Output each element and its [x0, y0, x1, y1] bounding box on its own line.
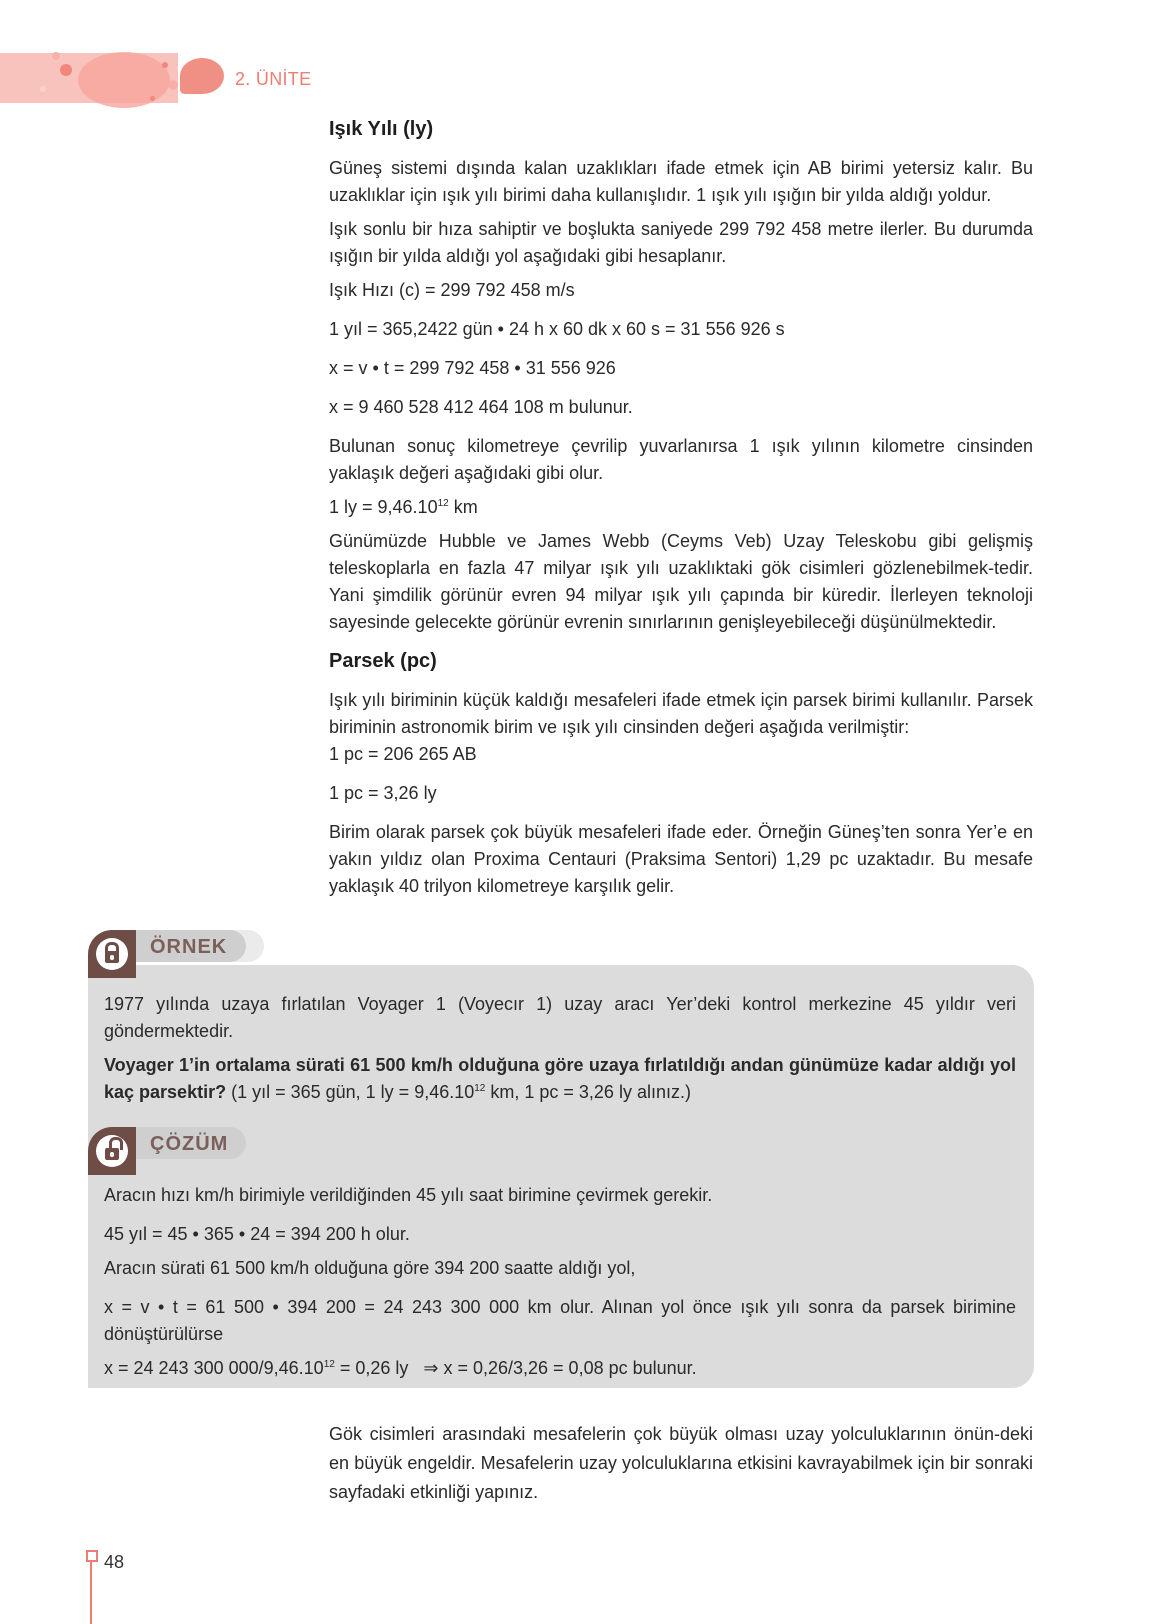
decor-dot: [60, 64, 72, 76]
exponent: 12: [474, 1083, 486, 1094]
paragraph: Birim olarak parsek çok büyük mesafeleri ifade eder. Örneğin Güneş’ten sonra Yer’e en yakın yıldız olan Proxima Centauri (Praksima Sentori) 1,29 pc uzaktadır. Bu mesafe yaklaşık 40 trilyon kilometreye karşılık gelir.: [329, 822, 1033, 896]
solution-tab: [88, 1127, 278, 1175]
page-number: 48: [104, 1552, 125, 1572]
example-tab: [88, 930, 278, 978]
formula-line: 1 pc = 206 265 AB: [329, 744, 477, 764]
solution-tab-label: ÇÖZÜM: [150, 1133, 229, 1155]
decor-dot: [150, 96, 155, 101]
paragraph: Işık yılı biriminin küçük kaldığı mesafeleri ifade etmek için parsek birimi kullanılır. Parsek biriminin astronomik birim ve ışık yılı cinsinden değeri aşağıda verilmiştir:: [329, 690, 1033, 737]
question-note: km, 1 pc = 3,26 ly alınız.): [485, 1082, 691, 1102]
exponent: 12: [323, 1359, 335, 1370]
paragraph: Günümüzde Hubble ve James Webb (Ceyms Veb) Uzay Teleskobu gibi gelişmiş teleskoplarla en fazla 47 milyar ışık yılı uzaklıktaki gök cisimleri gözlenebilmek-tedir. Yani şimdilik görünür evren 94 milyar ışık yılı çapında bir küredir. İlerleyen teknoloji sayesinde gelecekte görünür evrenin sınırlarının genişleyebileceği düşünülmektedir.: [329, 531, 1033, 632]
closing-section: [329, 1420, 1033, 1514]
decor-dot: [168, 80, 178, 90]
formula-line: 1 yıl = 365,2422 gün • 24 h x 60 dk x 60 s = 31 556 926 s: [329, 319, 785, 339]
page-marker-icon: [86, 1550, 98, 1562]
formula-line: x = v • t = 299 792 458 • 31 556 926: [329, 358, 616, 378]
solution-line: 45 yıl = 45 • 365 • 24 = 394 200 h olur.: [104, 1224, 410, 1244]
example-question: [104, 1052, 1016, 1106]
solution-line: [104, 1355, 1016, 1382]
example-text: [104, 991, 1016, 1113]
closing-paragraph: Gök cisimleri arasındaki mesafelerin çok büyük olması uzay yolculuklarının önün-deki en büyük engeldir. Mesafelerin uzay yolculuklarına etkisini kavrayabilmek için bir sonraki sayfadaki etkinliği yapınız.: [329, 1424, 1033, 1502]
solution-text: [104, 1182, 1016, 1389]
formula-line: x = 9 460 528 412 464 108 m bulunur.: [329, 397, 633, 417]
formula-text: = 0,26 ly ⇒ x = 0,26/3,26 = 0,08 pc bulunur.: [334, 1358, 697, 1378]
page-marker-line: [90, 1560, 92, 1624]
question-bold: Voyager 1’in ortalama sürati 61 500 km/h olduğuna göre uzaya fırlatıldığı andan günümüze kadar aldığı yol kaç parsektir?: [104, 1055, 1016, 1102]
exponent: 12: [437, 498, 449, 509]
paragraph: Işık sonlu bir hıza sahiptir ve boşlukta saniyede 299 792 458 metre ilerler. Bu durumda ışığın bir yılda aldığı yol aşağıdaki gibi hesaplanır.: [329, 219, 1033, 266]
decor-dot: [40, 86, 46, 92]
section-title-light-year: Işık Yılı (ly): [329, 118, 434, 140]
solution-line: x = v • t = 61 500 • 394 200 = 24 243 300 000 km olur. Alınan yol önce ışık yılı sonra da parsek birimine dönüştürülürse: [104, 1297, 1016, 1344]
formula-text: x = 24 243 300 000/9,46.10: [104, 1358, 324, 1378]
header-decoration: [0, 40, 240, 110]
example-tab-label: ÖRNEK: [150, 936, 228, 958]
decor-dot: [52, 52, 60, 60]
unlock-icon: [88, 1127, 136, 1175]
decor-circle-petal: [180, 58, 224, 94]
solution-line: Aracın sürati 61 500 km/h olduğuna göre 394 200 saatte aldığı yol,: [104, 1258, 636, 1278]
decor-dot: [162, 62, 168, 68]
solution-line: Aracın hızı km/h birimiyle verildiğinden 45 yılı saat birimine çevirmek gerekir.: [104, 1185, 713, 1205]
formula-line: 1 pc = 3,26 ly: [329, 783, 437, 803]
main-content: [329, 118, 1033, 907]
paragraph: Güneş sistemi dışında kalan uzaklıkları ifade etmek için AB birimi yetersiz kalır. Bu uzaklıklar için ışık yılı birimi daha kullanışlıdır. 1 ışık yılı ışığın bir yılda aldığı yoldur.: [329, 158, 1033, 205]
formula-text: km: [448, 497, 478, 517]
decor-circle-large: [78, 52, 170, 108]
formula-line: [329, 494, 1033, 521]
question-note: (1 yıl = 365 gün, 1 ly = 9,46.10: [226, 1082, 475, 1102]
unit-label: 2. ÜNİTE: [235, 69, 312, 89]
lock-icon: [88, 930, 136, 978]
section-title-parsec: Parsek (pc): [329, 650, 437, 672]
example-paragraph: 1977 yılında uzaya fırlatılan Voyager 1 (Voyecır 1) uzay aracı Yer’deki kontrol merkezine 45 yıldır veri göndermektedir.: [104, 994, 1016, 1041]
paragraph: Bulunan sonuç kilometreye çevrilip yuvarlanırsa 1 ışık yılının kilometre cinsinden yaklaşık değeri aşağıdaki gibi olur.: [329, 436, 1033, 483]
formula-line: Işık Hızı (c) = 299 792 458 m/s: [329, 280, 575, 300]
formula-text: 1 ly = 9,46.10: [329, 497, 438, 517]
